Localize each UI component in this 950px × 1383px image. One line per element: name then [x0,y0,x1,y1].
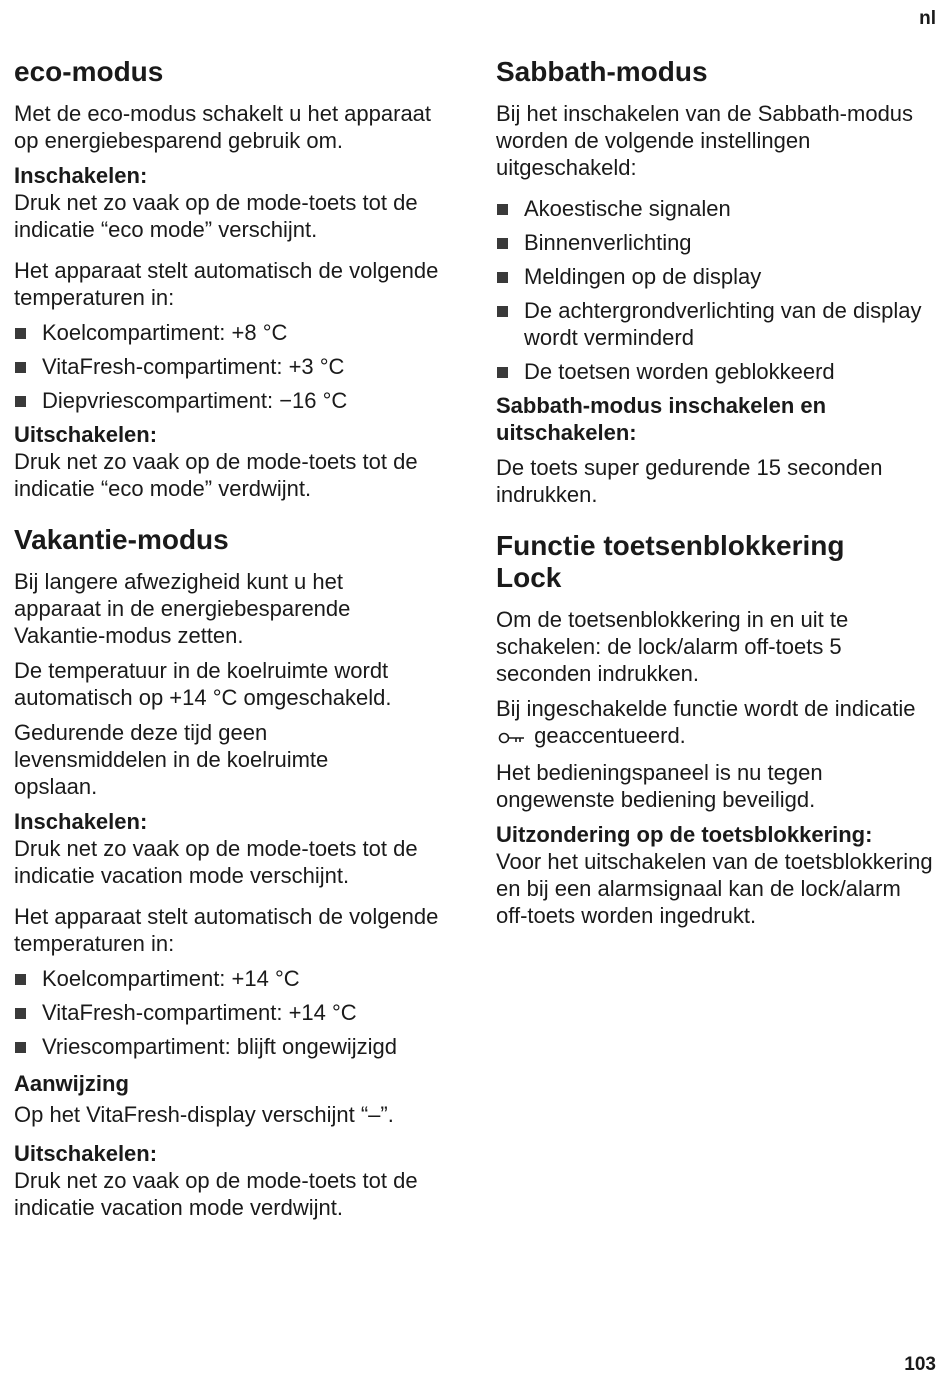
eco-title: eco-modus [14,56,164,87]
vacation-p3: Gedurende deze tijd geen levensmiddelen in de koelruimte opslaan. [14,720,329,799]
list-item: Meldingen op de display [496,263,936,290]
eco-on-label: Inschakelen: [14,163,148,188]
language-code: nl [919,8,936,29]
list-item: Binnenverlichting [496,229,936,256]
bullet-icon [497,204,508,215]
eco-on-text: Druk net zo vaak op de mode-toets tot de indicatie “eco mode” verschijnt. [14,190,418,242]
lock-p1: Om de toetsenblokkering in en uit te schakelen: de lock/alarm off-toets 5 seconden indrukken. [496,607,849,686]
lock-title: Functie toetsenblokkering Lock [496,530,845,593]
bullet-icon [497,367,508,378]
vacation-off-text: Druk net zo vaak op de mode-toets tot de indicatie vacation mode verdwijnt. [14,1168,418,1220]
lock-p2: Bij ingeschakelde functie wordt de indicatie geaccentueerd. [496,695,936,751]
sabbath-list [496,195,936,385]
lock-p3: Het bedieningspaneel is nu tegen ongewenste bediening beveiligd. [496,759,823,812]
page-number: 103 [904,1354,936,1375]
right-column [496,56,936,937]
vacation-note-text: Op het VitaFresh-display verschijnt “–”. [14,1102,394,1127]
vacation-p2: De temperatuur in de koelruimte wordt automatisch op +14 °C omgeschakeld. [14,658,392,710]
vacation-temp-list [14,965,454,1060]
list-item: De achtergrondverlichting van de display wordt verminderd [496,297,936,351]
bullet-icon [497,238,508,249]
list-item: Koelcompartiment: +14 °C [14,965,454,992]
sabbath-toggle-label: Sabbath-modus inschakelen en uitschakelen: [496,393,827,445]
vacation-note-label: Aanwijzing [14,1071,129,1096]
eco-off-label: Uitschakelen: [14,422,158,447]
sabbath-title: Sabbath-modus [496,56,708,87]
vacation-title: Vakantie-modus [14,524,229,555]
lock-exception-label: Uitzondering op de toetsblokkering: [496,821,873,847]
vacation-off-label: Uitschakelen: [14,1141,158,1166]
key-icon [498,724,526,751]
bullet-icon [15,362,26,373]
vacation-on-text: Druk net zo vaak op de mode-toets tot de indicatie vacation mode verschijnt. [14,836,418,888]
list-item: Vriescompartiment: blijft ongewijzigd [14,1033,454,1060]
list-item: VitaFresh-compartiment: +14 °C [14,999,454,1026]
list-item: Koelcompartiment: +8 °C [14,319,454,346]
bullet-icon [15,974,26,985]
bullet-icon [15,396,26,407]
eco-intro: Met de eco-modus schakelt u het apparaat op energiebesparend gebruik om. [14,101,432,153]
lock-exception-text: Voor het uitschakelen van de toetsblokkering en bij een alarmsignaal kan de lock/alarm off-toets worden ingedrukt. [496,848,933,928]
eco-off-text: Druk net zo vaak op de mode-toets tot de indicatie “eco mode” verdwijnt. [14,449,418,501]
list-item: VitaFresh-compartiment: +3 °C [14,353,454,380]
vacation-p1: Bij langere afwezigheid kunt u het apparaat in de energiebesparende Vakantie-modus zetten. [14,569,351,648]
left-column [14,56,454,1229]
bullet-icon [497,272,508,283]
eco-temp-list [14,319,454,414]
list-item: Diepvriescompartiment: −16 °C [14,387,454,414]
list-item: Akoestische signalen [496,195,936,222]
sabbath-intro: Bij het inschakelen van de Sabbath-modus worden de volgende instellingen uitgeschakeld: [496,101,914,180]
bullet-icon [15,1042,26,1053]
bullet-icon [15,1008,26,1019]
vacation-auto-text: Het apparaat stelt automatisch de volgende temperaturen in: [14,904,439,956]
sabbath-toggle-text: De toets super gedurende 15 seconden indrukken. [496,455,883,507]
eco-auto-text: Het apparaat stelt automatisch de volgende temperaturen in: [14,258,439,310]
bullet-icon [497,306,508,317]
list-item: De toetsen worden geblokkeerd [496,358,936,385]
bullet-icon [15,328,26,339]
vacation-on-label: Inschakelen: [14,809,148,834]
